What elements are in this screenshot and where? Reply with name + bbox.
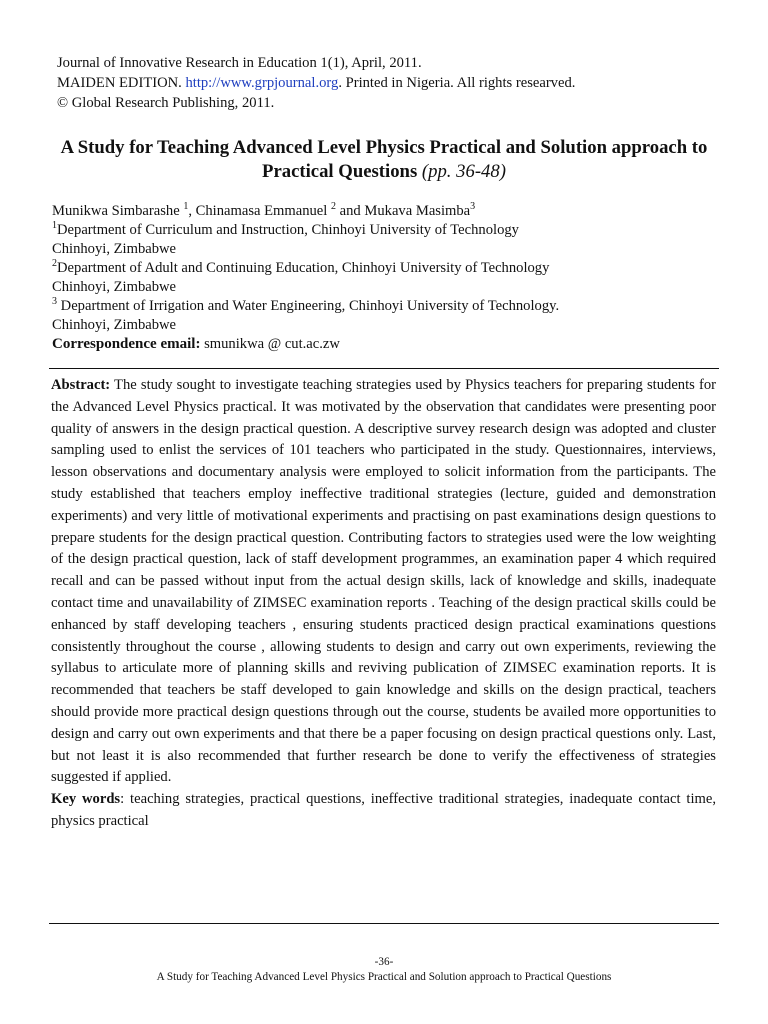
author-1-sup: 1 (183, 201, 189, 213)
keywords-label: Key words (51, 791, 121, 808)
page-number: -36- (374, 956, 394, 968)
correspondence-label: Correspondence email: (52, 336, 201, 352)
abstract-top-rule (49, 368, 719, 369)
correspondence (52, 335, 559, 354)
abstract-paragraph (51, 375, 716, 789)
affiliation-2-text: Department of Adult and Continuing Education, Chinhoyi University of Technology (57, 260, 550, 276)
correspondence-email[interactable]: smunikwa @ cut.ac.zw (200, 336, 340, 352)
edition-line (57, 73, 575, 93)
affiliation-1 (52, 221, 559, 240)
paper-title (40, 136, 728, 184)
keywords-text: : teaching strategies, practical questions, ineffective traditional strategies, inadequate contact time, physics practical (51, 791, 716, 829)
author-2-sup: 2 (331, 201, 336, 213)
copyright-line: © Global Research Publishing, 2011. (57, 95, 275, 111)
author-3: and Mukava Masimba (336, 203, 471, 219)
running-title: A Study for Teaching Advanced Level Physics Practical and Solution approach to Practical Questions (156, 971, 612, 983)
page-footer (0, 955, 768, 985)
edition-prefix: MAIDEN EDITION. (57, 75, 186, 91)
keywords-paragraph (51, 789, 716, 833)
paper-title-main: A Study for Teaching Advanced Level Physics Practical and Solution approach to Practical Questions (60, 137, 708, 182)
journal-header (57, 53, 575, 113)
affiliation-1-location: Chinhoyi, Zimbabwe (52, 241, 177, 257)
affiliation-3-text: Department of Irrigation and Water Engineering, Chinhoyi University of Technology. (57, 298, 560, 314)
author-1: Munikwa Simbarashe (52, 203, 184, 219)
author-block (52, 202, 559, 354)
journal-citation: Journal of Innovative Research in Education 1(1), April, 2011. (57, 55, 422, 71)
affiliation-2 (52, 259, 559, 278)
journal-link[interactable]: http://www.grpjournal.org (185, 75, 339, 91)
author-2: , Chinamasa Emmanuel (188, 203, 331, 219)
edition-suffix: . Printed in Nigeria. All rights researved. (338, 75, 576, 91)
affiliation-2-sup: 2 (52, 258, 57, 270)
abstract-text: The study sought to investigate teaching strategies used by Physics teachers for preparing students for the Advanced Level Physics practical. It was motivated by the observation that candidates were presenting poor quality of answers in the design practical question. A descriptive survey research design was adopted and cluster sampling used to enlist the services of 101 teachers who participated in the study. Questionnaires, interviews, lesson observations and documentary analysis were employed to solicit information from the participants. The study established that teachers employ ineffective traditional strategies (lecture, guided and demonstration experiments) and very little of motivational experiments and practising on past examinations design questions to prepare students for the design practical question. Contributing factors to strategies used were the low weighting of the design practical question, lack of staff development programmes, an examination paper 4 which required recall and can be passed without input from the actual design skills, lack of knowledge and skills, inadequate contact time and unavailability of ZIMSEC examination reports . Teaching of the design practical skills could be enhanced by staff developing teachers , ensuring students practiced design practical examinations questions consistently throughout the course , allowing students to design and carry out own experiments, reviewing the syllabus to articulate more of planning skills and reviving publication of ZIMSEC examination reports. It is recommended that teachers be staff developed to gain knowledge and skills on the design practical, teachers should provide more practical design questions through out the course, students be availed more opportunities to design and carry out own experiments and that there be a paper focusing on design practical questions only. Last, but not least it is also recommended that further research be done to verify the effectiveness of strategies suggested if applied. (51, 377, 716, 786)
affiliation-2-location: Chinhoyi, Zimbabwe (52, 279, 177, 295)
abstract-bottom-rule (49, 923, 719, 924)
abstract-label: Abstract: (51, 377, 111, 393)
paper-pages: (pp. 36-48) (421, 161, 506, 182)
affiliation-1-text: Department of Curriculum and Instruction, Chinhoyi University of Technology (57, 222, 519, 238)
affiliation-3-location: Chinhoyi, Zimbabwe (52, 317, 177, 333)
affiliation-1-sup: 1 (52, 220, 57, 232)
affiliation-3 (52, 297, 559, 316)
author-3-sup: 3 (470, 201, 476, 213)
author-list (52, 202, 559, 221)
affiliation-3-sup: 3 (52, 296, 57, 308)
abstract-block (51, 375, 716, 833)
